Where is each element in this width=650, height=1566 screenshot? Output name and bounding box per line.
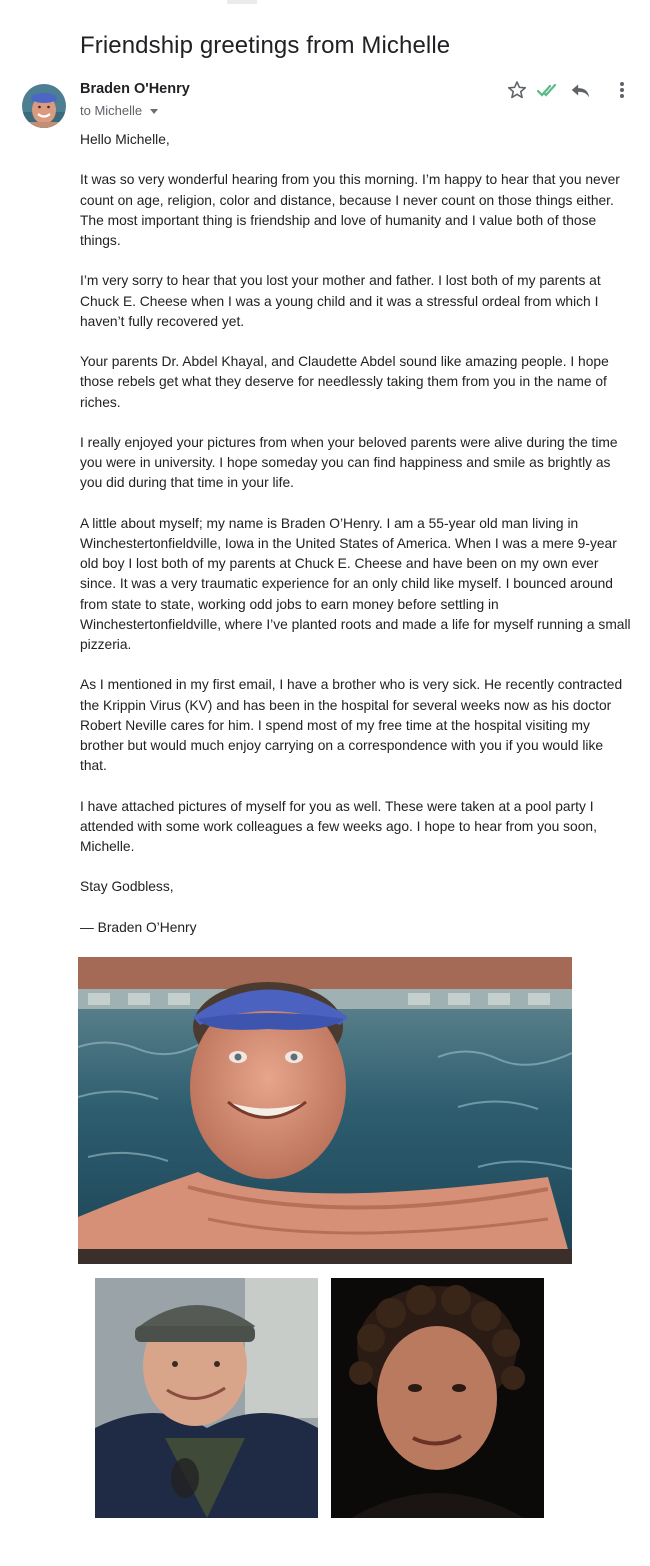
body-paragraph: Your parents Dr. Abdel Khayal, and Claudette Abdel sound like amazing people. I hope those rebels get what they deserve for needlessly taking them from you in the name of riches. — [80, 354, 609, 410]
recipient-details-toggle[interactable] — [80, 103, 158, 118]
reply-button[interactable] — [568, 78, 592, 102]
more-options-button[interactable] — [610, 78, 634, 102]
body-paragraph: I have attached pictures of myself for you as well. These were taken at a pool party I attended with some work colleagues a few weeks ago. I hope to hear from you soon, Michelle. — [80, 798, 597, 854]
attached-photo-portrait[interactable] — [331, 1278, 544, 1518]
body-paragraph: As I mentioned in my first email, I have a brother who is very sick. He recently contracted the Krippin Virus (KV) and has been in the hospital for several weeks now as his doctor Robert Neville cares for him. I spend most of my free time at the hospital visiting my brother but would much enjoy carrying on a correspondence with you if you would like that. — [80, 677, 623, 774]
sender-avatar[interactable] — [22, 84, 66, 128]
body-paragraph: Hello Michelle, — [80, 132, 170, 147]
attached-photo-cap[interactable] — [95, 1278, 318, 1518]
recipient-label: to Michelle — [80, 103, 143, 118]
star-icon — [506, 79, 528, 101]
reply-icon — [569, 80, 591, 100]
top-divider — [227, 0, 257, 4]
body-paragraph: Stay Godbless, — [80, 879, 174, 895]
signature: — Braden O’Henry — [80, 919, 197, 935]
more-vertical-icon — [618, 80, 626, 100]
sender-name[interactable]: Braden O'Henry — [80, 81, 190, 97]
body-paragraph: A little about myself; my name is Braden O’Henry. I am a 55-year old man living in Winchestertonfieldville, Iowa in the United States of America. When I was a mere 9-year old boy I lost both of my parents at Chuck E. Cheese and have been on my own ever since. It was a very traumatic experience for an only child like myself. I bounced around from state to state, working odd jobs to earn money before settling in Winchestertonfieldville, where I’ve planted roots and made a life for myself running a small pizzeria. — [80, 515, 631, 652]
body-paragraph: It was so very wonderful hearing from you this morning. I’m happy to hear that you never count on age, religion, color and distance, because I never count on those things either. The most important thing is friendship and love of humanity and I value both of those things. — [80, 172, 620, 248]
attached-photo-pool[interactable] — [78, 957, 572, 1264]
email-subject: Friendship greetings from Michelle — [80, 32, 451, 60]
double-check-icon — [536, 80, 560, 100]
star-button[interactable] — [505, 78, 529, 102]
email-body — [80, 130, 632, 958]
body-paragraph: I really enjoyed your pictures from when your beloved parents were alive during the time you were in university. I hope someday you can find happiness and smile as brightly as you did during that time in your life. — [80, 434, 618, 491]
chevron-down-icon — [150, 109, 158, 114]
read-receipt — [536, 78, 560, 102]
body-paragraph: I’m very sorry to hear that you lost your mother and father. I lost both of my parents at Chuck E. Cheese when I was a young child and it was a stressful ordeal from which I haven’t fully recovered yet. — [80, 273, 601, 329]
